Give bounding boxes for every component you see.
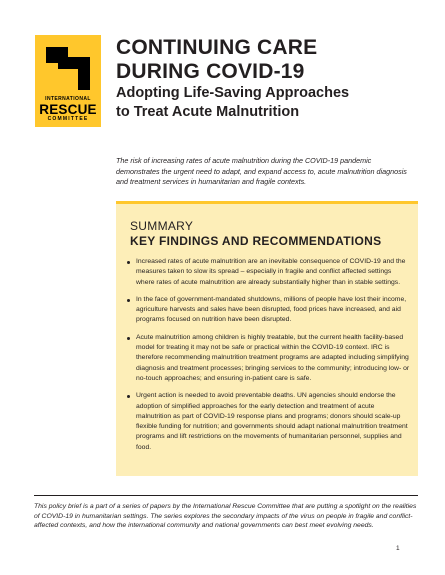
logo-line-2: RESCUE [39,102,97,117]
irc-arrow-icon [35,35,101,97]
list-item: In the face of government-mandated shutdowns, millions of people have lost their income, agriculture harvests and sales have been disrupted, food prices have increased, and aid programs focused on nutrition have been disrupted. [122,295,410,326]
logo-line-3: COMMITTEE [47,116,89,122]
panel-top-rule [116,201,418,204]
title-line-1: CONTINUING CARE [116,36,318,59]
footnote-divider [34,495,418,496]
summary-kicker: SUMMARY [130,219,194,233]
subtitle-line-1: Adopting Life-Saving Approaches [116,85,350,101]
logo-line-1: INTERNATIONAL [45,96,91,102]
summary-title: KEY FINDINGS AND RECOMMENDATIONS [130,234,382,248]
page-title [116,36,426,84]
summary-panel [116,201,418,476]
irc-logo [35,35,101,127]
intro-paragraph: The risk of increasing rates of acute malnutrition during the COVID-19 pandemic demonstrates the urgent need to adapt, and expand access to, acute malnutrition diagnosis and treatment services in humanitarian and fragile contexts. [116,156,407,186]
key-findings-list [122,257,410,460]
footnote: This policy brief is a part of a series of papers by the International Rescue Committee that are putting a spotlight on the realities of COVID-19 in humanitarian settings. The series explores the secondary impacts of the virus on people in fragile and conflict-affected contexts, and how the international community and national governments can best meet evolving needs. [34,503,417,530]
subtitle-line-2: to Treat Acute Malnutrition [116,104,300,120]
list-item: Acute malnutrition among children is highly treatable, but the current health facility-based model for treating it may not be safe or practical within the COVID-19 context. IRC is therefore recommending malnutrition treatment programs are adapted including simplifying diagnosis and treatment processes; bringing services to the community; introducing low- or no-touch approaches; and ensuring in-patient care is safe. [122,333,410,384]
title-line-2: DURING COVID-19 [116,60,305,83]
page-subtitle [116,84,426,122]
page-number: 1 [396,545,400,552]
list-item: Increased rates of acute malnutrition are an inevitable consequence of COVID-19 and the measures taken to slow its spread – especially in fragile and conflict affected settings where rates of acute malnutrition are already substantially higher than in stable settings. [122,257,410,288]
list-item: Urgent action is needed to avoid preventable deaths. UN agencies should endorse the adoption of simplified approaches for the early detection and treatment of acute malnutrition as part of COVID-19 response plans and programs; donors should scale-up flexible funding for nutrition; and governments should adapt national malnutrition treatment programs and lift restrictions on the movements of humanitarian personnel, supplies and food. [122,391,410,453]
